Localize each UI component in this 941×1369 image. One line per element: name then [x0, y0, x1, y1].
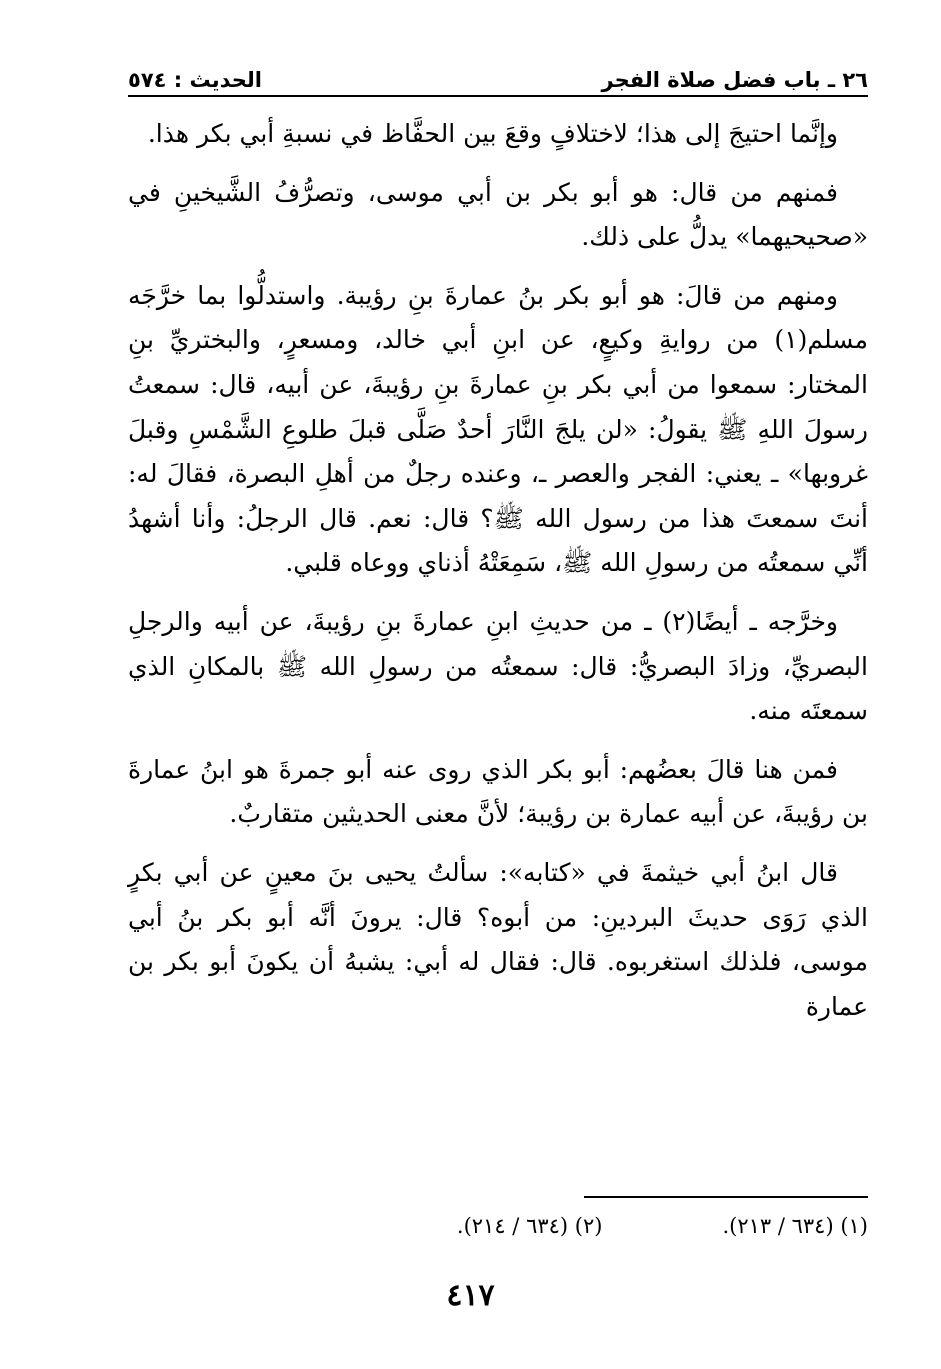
paragraph: وخرَّجه ـ أيضًا(٢) ـ من حديثِ ابنِ عمارةَ بنِ رؤيبةَ، عن أبيه والرجلِ البصريِّ، وزادَ البصريُّ: قال: سمعتُه من رسولِ الله ﷺ بالمكانِ الذي سمعتَه منه. [128, 606, 868, 726]
hadith-number: الحديث : ٥٧٤ [128, 68, 262, 92]
paragraph: قال ابنُ أبي خيثمةَ في «كتابه»: سألتُ يحيى بنَ معينٍ عن أبي بكرٍ الذي رَوَى حديثَ البردينِ: من أبوه؟ قال: يرونَ أنَّه أبو بكر بنُ أبي موسى، فلذلك استغربوه. قال: فقال له أبي: يشبهُ أن يكونَ أبو بكر بن عمارة [128, 857, 868, 1021]
paragraph: وإنَّما احتيجَ إلى هذا؛ لاختلافٍ وقعَ بين الحفَّاظ في نسبةِ أبي بكر هذا. [147, 119, 838, 148]
chapter-title: ٢٦ ـ باب فضل صلاة الفجر [601, 68, 868, 92]
running-header [128, 58, 868, 92]
paragraph: فمن هنا قالَ بعضُهم: أبو بكر الذي روى عنه أبو جمرةَ هو ابنُ عمارةَ بن رؤيبةَ، عن أبيه عمارة بن رؤيبة؛ لأنَّ معنى الحديثين متقاربٌ. [128, 754, 868, 829]
footnote: (٢) (٦٣٤ / ٢١٤). [456, 1214, 603, 1238]
footnotes [128, 1214, 868, 1238]
paragraph: ومنهم من قالَ: هو أبو بكر بنُ عمارةَ بنِ رؤيبة. واستدلُّوا بما خرَّجَه مسلم(١) من روايةِ وكيعٍ، عن ابنِ أبي خالد، ومسعرٍ، والبختريِّ بنِ المختار: سمعوا من أبي بكر بنِ عمارةَ بنِ رؤيبةَ، عن أبيه، قال: سمعتُ رسولَ اللهِ ﷺ يقولُ: «لن يلجَ النَّارَ أحدٌ صَلَّى قبلَ طلوعِ الشَّمْسِ وقبلَ غروبها» ـ يعني: الفجر والعصر ـ، وعنده رجلٌ من أهلِ البصرة، فقالَ له: أنتَ سمعتَ هذا من رسول الله ﷺ؟ قال: نعم. قال الرجلُ: وأنا أشهدُ أنِّي سمعتُه من رسولِ الله ﷺ، سَمِعَتْهُ أذناي ووعاه قلبي. [128, 280, 868, 578]
header-divider [128, 95, 868, 97]
paragraph: فمنهم من قال: هو أبو بكر بن أبي موسى، وتصرُّفُ الشَّيخينِ في «صحيحيهما» يدلُّ على ذلك. [128, 177, 868, 252]
footnote: (١) (٦٣٤ / ٢١٣). [722, 1214, 868, 1238]
main-text [128, 112, 868, 1029]
footnote-divider [584, 1196, 868, 1198]
page-number: ٤١٧ [446, 1278, 495, 1313]
